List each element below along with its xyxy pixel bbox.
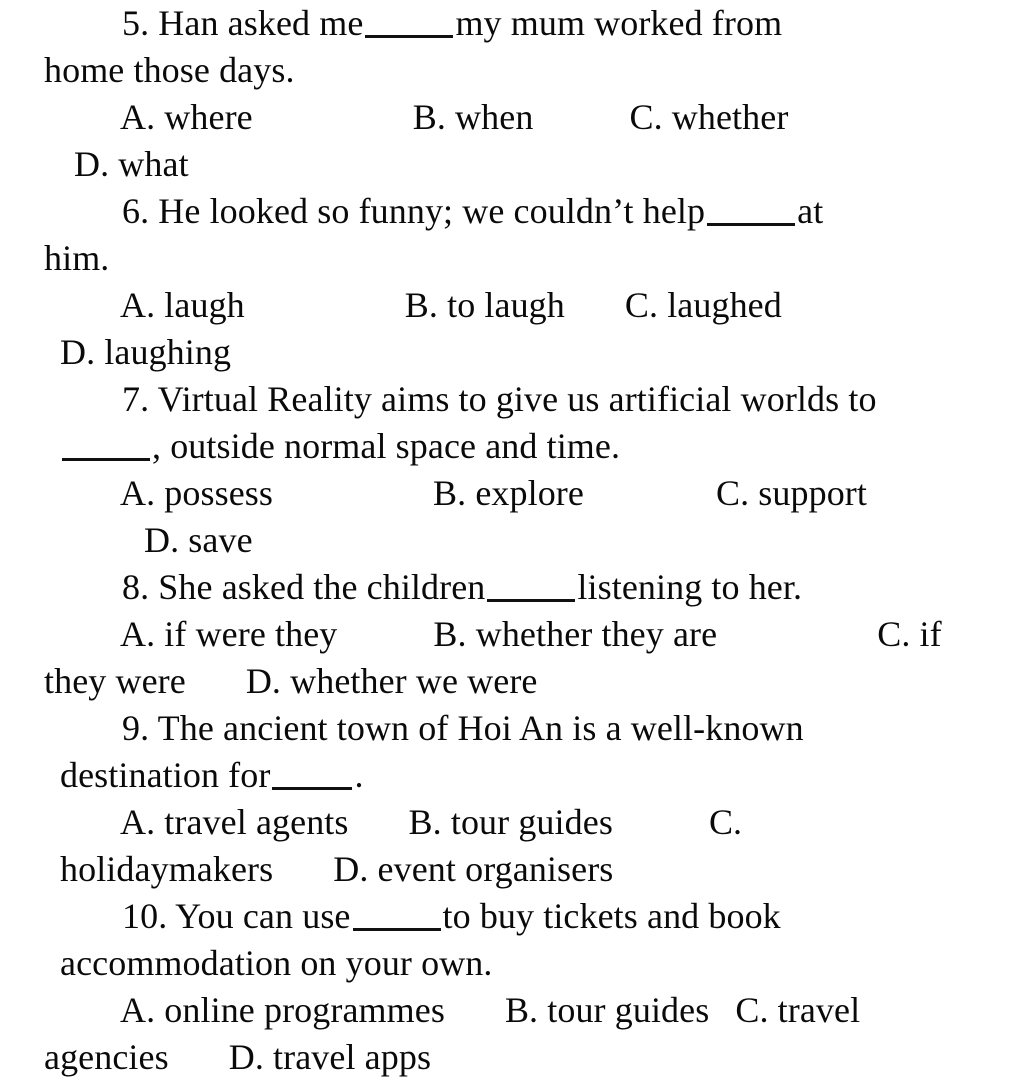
question-5-stem-text-b: my mum worked from: [455, 3, 783, 43]
option-5-b[interactable]: B. when: [412, 97, 534, 137]
question-9-options-row-1: [44, 799, 1014, 846]
option-8-c-part1[interactable]: C. if: [877, 614, 942, 654]
question-5-stem-line-1: [44, 0, 1014, 47]
option-7-a[interactable]: A. possess: [120, 473, 274, 513]
option-6-c[interactable]: C. laughed: [624, 285, 782, 325]
question-6-options-row-2: [44, 329, 1014, 376]
question-5-stem-line-2: [44, 47, 1014, 94]
blank-q6: [707, 197, 795, 226]
option-9-c-part1[interactable]: C.: [708, 802, 743, 842]
question-9-stem-text-a: 9. The ancient town of Hoi An is a well-known: [122, 708, 804, 748]
question-5-options-row-1: [44, 94, 1014, 141]
question-8-options-row-2: [44, 658, 1014, 705]
question-7-stem-text-a: 7. Virtual Reality aims to give us artificial worlds to: [122, 379, 877, 419]
option-6-b[interactable]: B. to laugh: [404, 285, 565, 325]
blank-q10: [353, 902, 441, 931]
question-7-stem-line-2: [44, 423, 1014, 470]
blank-q9: [272, 761, 352, 790]
option-8-c-part2[interactable]: they were: [44, 661, 186, 701]
question-10-stem-line-2: [44, 940, 1014, 987]
question-8-options-row-1: [44, 611, 1014, 658]
question-6-stem-line-2: [44, 235, 1014, 282]
question-6-stem-text-b: at: [797, 191, 824, 231]
question-8-stem-text-b: listening to her.: [577, 567, 803, 607]
option-10-a[interactable]: A. online programmes: [120, 990, 445, 1030]
question-8-stem-line-1: [44, 564, 1014, 611]
option-10-c-part2[interactable]: agencies: [44, 1037, 169, 1077]
option-8-a[interactable]: A. if were they: [120, 614, 338, 654]
option-9-d[interactable]: D. event organisers: [333, 849, 614, 889]
option-8-d[interactable]: D. whether we were: [245, 661, 538, 701]
question-9-stem-line-2: [44, 752, 1014, 799]
option-8-b[interactable]: B. whether they are: [433, 614, 718, 654]
question-5-stem-text-c: home those days.: [44, 50, 295, 90]
option-9-c-part2[interactable]: holidaymakers: [60, 849, 274, 889]
question-10-stem-text-a: 10. You can use: [122, 896, 351, 936]
question-5-stem-text-a: 5. Han asked me: [122, 3, 364, 43]
question-7-stem-line-1: [44, 376, 1014, 423]
question-9-options-row-2: [44, 846, 1014, 893]
option-10-d[interactable]: D. travel apps: [228, 1037, 432, 1077]
question-8-stem-text-a: 8. She asked the children: [122, 567, 486, 607]
question-10-stem-text-c: accommodation on your own.: [60, 943, 493, 983]
question-10-options-row-1: [44, 987, 1014, 1034]
option-7-c[interactable]: C. support: [715, 473, 867, 513]
question-7-stem-text-b: , outside normal space and time.: [152, 426, 621, 466]
question-9-stem-text-c: .: [354, 755, 364, 795]
question-10-stem-line-1: [44, 893, 1014, 940]
option-9-b[interactable]: B. tour guides: [408, 802, 613, 842]
question-7-options-row-2: [44, 517, 1014, 564]
question-10-options-row-2: [44, 1034, 1014, 1081]
option-5-d[interactable]: D. what: [74, 144, 189, 184]
question-9-stem-line-1: [44, 705, 1014, 752]
option-7-b[interactable]: B. explore: [433, 473, 584, 513]
option-10-b[interactable]: B. tour guides: [504, 990, 710, 1030]
option-6-d[interactable]: D. laughing: [60, 332, 232, 372]
option-9-a[interactable]: A. travel agents: [120, 802, 349, 842]
question-6-stem-line-1: [44, 188, 1014, 235]
blank-q8: [487, 573, 575, 602]
option-5-a[interactable]: A. where: [120, 97, 253, 137]
question-7-options-row-1: [44, 470, 1014, 517]
question-6-options-row-1: [44, 282, 1014, 329]
option-6-a[interactable]: A. laugh: [120, 285, 245, 325]
blank-q5: [365, 9, 453, 38]
question-6-stem-text-a: 6. He looked so funny; we couldn’t help: [122, 191, 706, 231]
question-9-stem-text-b: destination for: [60, 755, 271, 795]
option-5-c[interactable]: C. whether: [629, 97, 789, 137]
question-10-stem-text-b: to buy tickets and book: [442, 896, 781, 936]
option-10-c-part1[interactable]: C. travel: [735, 990, 861, 1030]
question-6-stem-text-c: him.: [44, 238, 110, 278]
question-5-options-row-2: [44, 141, 1014, 188]
option-7-d[interactable]: D. save: [144, 520, 253, 560]
blank-q7: [62, 432, 150, 461]
